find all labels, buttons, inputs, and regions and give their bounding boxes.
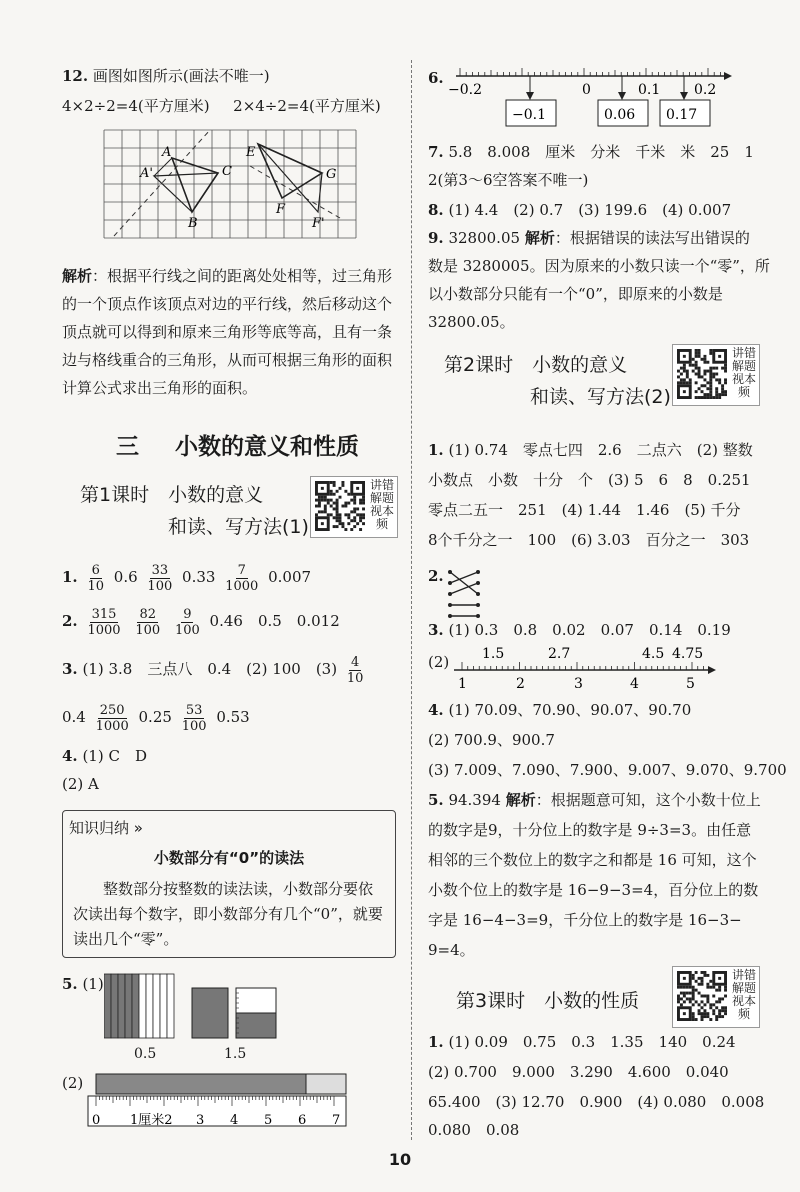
q12-formula-1: 4×2÷2=4(平方厘米) (62, 97, 210, 115)
fraction: $\frac{33}{100}$ (147, 562, 173, 594)
q4-label: 4. (62, 747, 78, 765)
above-label: 2.7 (548, 646, 571, 662)
q5-ruler-figure (86, 1072, 356, 1132)
r-q7-line-1 (428, 142, 754, 162)
r3-number-line (450, 644, 718, 692)
l2-q5-line-1 (428, 790, 761, 810)
q2-label: 2. (62, 612, 78, 630)
analysis-label: 解析 (505, 791, 536, 809)
q12-formula-2: 2×4÷2=4(平方厘米) (233, 97, 381, 115)
analysis-text: ：根据题意可知，这个小数十位上 (535, 791, 761, 809)
r3-part-2: (2) (428, 653, 450, 671)
q4-part-1: (1) C D (82, 747, 147, 765)
l1-q2 (62, 604, 340, 638)
caption-0-5: 0.5 (134, 1046, 157, 1062)
l3-q1-line-2: (2) 0.700 9.000 3.290 4.600 0.040 (428, 1063, 729, 1081)
r-q7-line-2: 2(第3～6空答案不唯一) (428, 171, 589, 189)
decimal-value: 0.53 (216, 708, 250, 726)
q12-label: 12. (62, 67, 89, 85)
axis-label: −0.2 (448, 82, 482, 98)
caption-1-5: 1.5 (224, 1046, 247, 1062)
l2-q3-line-1 (428, 620, 731, 640)
down-arrow-icon (680, 92, 688, 100)
fraction: $\frac{315}{1000}$ (87, 606, 121, 638)
label-f: F (276, 202, 286, 217)
ruler-tick-label: 7 (332, 1113, 341, 1128)
qr-code-lesson-1[interactable] (310, 476, 398, 538)
qr-caption: 讲错解题视本频 (369, 478, 394, 531)
q6-label: 6. (428, 69, 444, 87)
axis-label: 0.2 (694, 82, 717, 98)
l1-q4-line-1 (62, 746, 147, 766)
r1-text: (1) 0.74 零点七四 2.6 二点六 (2) 整数 (448, 441, 753, 459)
tick-label: 5 (686, 676, 695, 692)
segment-a-aprime (154, 158, 172, 176)
q9-label: 9. (428, 229, 444, 247)
l1-q4-line-2: (2) A (62, 775, 99, 793)
lesson-1-title-line-1: 第1课时 小数的意义 (80, 484, 264, 506)
axis-arrow (708, 666, 716, 674)
qr-code-icon (677, 971, 727, 1021)
decimal-value: 0.4 (62, 708, 86, 726)
r-q9-line-4: 32800.05。 (428, 313, 515, 331)
q3-label: 3. (62, 660, 78, 678)
ruler-tick-label: 6 (298, 1113, 307, 1128)
ruler-tick-label: 4 (230, 1113, 239, 1128)
chapter-title: 小数的意义和性质 (175, 434, 359, 460)
q5-shaded-figures (104, 970, 284, 1046)
fraction: $\frac{6}{10}$ (87, 562, 104, 594)
tenths-strip-figure (104, 974, 174, 1038)
decimal-value: 0.25 (138, 708, 172, 726)
down-arrow-icon (526, 92, 534, 100)
l2-q5-line-5: 字是 16−4−3=9，千分位上的数字是 16−3− (428, 911, 742, 929)
qr-code-lesson-3[interactable] (672, 966, 760, 1028)
q7-label: 7. (428, 143, 444, 161)
q12-analysis-line-1 (62, 266, 392, 286)
qr-caption: 讲错解题视本频 (731, 346, 756, 399)
r-q9-line-1 (428, 228, 750, 248)
l2-q5-line-4: 小数个位上的数字是 16−9−3=4，百分位上的数 (428, 881, 759, 899)
matching-lines-figure (444, 568, 494, 618)
number-line-ticks (460, 68, 720, 76)
fraction: $\frac{250}{1000}$ (95, 702, 129, 734)
chapter-number: 三 (116, 434, 139, 460)
q5-part-1: (1) (82, 975, 104, 993)
r4-label: 4. (428, 701, 444, 719)
tick-label: 4 (630, 676, 639, 692)
box-value: −0.1 (512, 107, 546, 123)
l2-q1-line-1 (428, 440, 753, 460)
fraction: $\frac{7}{1000}$ (225, 562, 259, 594)
tick-label: 2 (516, 676, 525, 692)
q5-part-2: (2) (62, 1074, 84, 1092)
box-value: 0.06 (604, 107, 636, 123)
tick-label: 3 (574, 676, 583, 692)
label-a: A (162, 145, 172, 160)
l2-q4-line-2: (2) 700.9、900.7 (428, 731, 555, 749)
l2-q5-line-6: 9=4。 (428, 941, 475, 959)
qr-code-icon (677, 349, 727, 399)
axis-label: 0.1 (638, 82, 661, 98)
l3-q1-line-4: 0.080 0.08 (428, 1121, 520, 1139)
l2-q4-line-3: (3) 7.009、7.090、7.900、9.007、9.070、9.700 (428, 761, 787, 779)
above-label: 1.5 (482, 646, 505, 662)
shaded-strip (96, 1074, 306, 1094)
q12-formulas (62, 96, 381, 116)
down-arrow-icon (618, 92, 626, 100)
q12-analysis-line-3: 顶点就可以得到和原来三角形等底等高，且有一条 (62, 323, 393, 341)
r2-label: 2. (428, 567, 444, 585)
full-square (192, 988, 228, 1038)
l1-q1 (62, 560, 311, 594)
q12-grid-figure (100, 126, 365, 246)
fraction: $\frac{9}{100}$ (174, 606, 200, 638)
ruler-tick-label: 1厘米2 (130, 1113, 173, 1128)
knowledge-summary-box (62, 810, 396, 958)
fraction: $\frac{82}{100}$ (135, 606, 161, 638)
qr-code-icon (315, 481, 365, 531)
q8-text: (1) 4.4 (2) 0.7 (3) 199.6 (4) 0.007 (448, 201, 732, 219)
chapter-heading (116, 428, 359, 461)
l2-q5-line-3: 相邻的三个数位上的数字之和都是 16 可知，这个 (428, 851, 757, 869)
number-line-ticks (462, 662, 704, 670)
q12-analysis-line-4: 边与格线重合的三角形，从而可根据三角形的面积 (62, 351, 393, 369)
decimal-value: 0.6 (113, 568, 138, 586)
q12-analysis-line-2: 的一个顶点作该顶点对边的平行线，然后移动这个 (62, 295, 393, 313)
ruler-tick-label: 0 (92, 1113, 101, 1128)
r-q9-line-2: 数是 3280005。因为原来的小数只读一个“零”，所 (428, 257, 770, 275)
knowledge-body: 整数部分按整数的读法读，小数部分要依次读出每个数字，即小数部分有几个“0”，就要读出几个“零”。 (73, 880, 383, 948)
q2-tail: 0.46 0.5 0.012 (209, 612, 340, 630)
s1-text: (1) 0.09 0.75 0.3 1.35 140 0.24 (448, 1033, 736, 1051)
l2-q1-line-3: 零点二五一 251 (4) 1.44 1.46 (5) 千分 (428, 501, 741, 519)
l1-q5-label-line (62, 974, 104, 994)
label-a-prime: A' (140, 166, 153, 181)
r-q9-line-3: 以小数部分只能有一个“0”，即原来的小数是 (428, 285, 723, 303)
q3-text: (1) 3.8 三点八 0.4 (2) 100 (3) (82, 660, 338, 678)
q1-label: 1. (62, 568, 78, 586)
knowledge-tag: 知识归纳 » (69, 819, 143, 837)
l2-q4-line-1 (428, 700, 691, 720)
l2-q1-line-4: 8个千分之一 100 (6) 3.03 百分之一 303 (428, 531, 750, 549)
r1-label: 1. (428, 441, 444, 459)
strip-tail (306, 1074, 346, 1094)
analysis-label: 解析 (62, 267, 93, 285)
q6-number-line (446, 62, 736, 132)
ruler-body (88, 1096, 346, 1126)
l1-q3-line-1 (62, 652, 368, 686)
r3-label: 3. (428, 621, 444, 639)
label-e: E (246, 145, 256, 160)
l2-q5-line-2: 的数字是9，十分位上的数字是 9÷3=3。由任意 (428, 821, 752, 839)
label-c: C (222, 164, 232, 179)
ruler-tick-label: 5 (264, 1113, 273, 1128)
above-label: 4.75 (672, 646, 704, 662)
q8-label: 8. (428, 201, 444, 219)
analysis-text: ：根据平行线之间的距离处处相等，过三角形 (92, 267, 393, 285)
l3-q1-line-3: 65.400 (3) 12.70 0.900 (4) 0.080 0.008 (428, 1093, 765, 1111)
axis-label: 0 (582, 82, 591, 98)
box-value: 0.17 (666, 107, 698, 123)
decimal-value: 0.007 (268, 568, 312, 586)
half-square-figure (236, 988, 276, 1038)
q9-answer: 32800.05 (448, 229, 521, 247)
lesson-2-title-line-2: 和读、写方法(2) (530, 386, 671, 408)
column-divider (411, 60, 412, 1140)
lesson-3-title: 第3课时 小数的性质 (456, 990, 640, 1012)
l2-q1-line-2: 小数点 小数 十分 个 (3) 5 6 8 0.251 (428, 471, 751, 489)
lesson-2-title-line-1: 第2课时 小数的意义 (444, 354, 628, 376)
q12-title: 画图如图所示(画法不唯一) (92, 67, 270, 85)
r5-answer: 94.394 (448, 791, 501, 809)
q12-title-line (62, 66, 270, 86)
analysis-label: 解析 (524, 229, 555, 247)
q12-analysis-line-5: 计算公式求出三角形的面积。 (62, 379, 258, 397)
r4-text: (1) 70.09、70.90、90.07、90.70 (448, 701, 692, 719)
decimal-value: 0.33 (182, 568, 216, 586)
axis-arrow (724, 72, 732, 80)
l1-q3-line-2 (62, 700, 250, 734)
label-b: B (188, 216, 198, 231)
s1-label: 1. (428, 1033, 444, 1051)
fraction: $\frac{4}{10}$ (346, 654, 364, 686)
qr-caption: 讲错解题视本频 (731, 968, 756, 1021)
lesson-1-title-line-2: 和读、写方法(1) (168, 516, 309, 538)
tick-label: 1 (458, 676, 467, 692)
triangle-efg (258, 144, 322, 198)
q7-text: 5.8 8.008 厘米 分米 千米 米 25 1 (448, 143, 754, 161)
above-label: 4.5 (642, 646, 665, 662)
page-number: 10 (388, 1150, 412, 1169)
analysis-text: ：根据错误的读法写出错误的 (554, 229, 750, 247)
label-g: G (326, 167, 337, 182)
l3-q1-line-1 (428, 1032, 736, 1052)
ruler-tick-label: 3 (196, 1113, 205, 1128)
r3-text: (1) 0.3 0.8 0.02 0.07 0.14 0.19 (448, 621, 731, 639)
q5-label: 5. (62, 975, 78, 993)
r-q8 (428, 200, 731, 220)
triangle-a-prime (154, 173, 218, 212)
fraction: $\frac{53}{100}$ (181, 702, 207, 734)
knowledge-subtitle: 小数部分有“0”的读法 (153, 849, 305, 867)
qr-code-lesson-2[interactable] (672, 344, 760, 406)
label-f-prime: F' (312, 216, 325, 231)
r5-label: 5. (428, 791, 444, 809)
